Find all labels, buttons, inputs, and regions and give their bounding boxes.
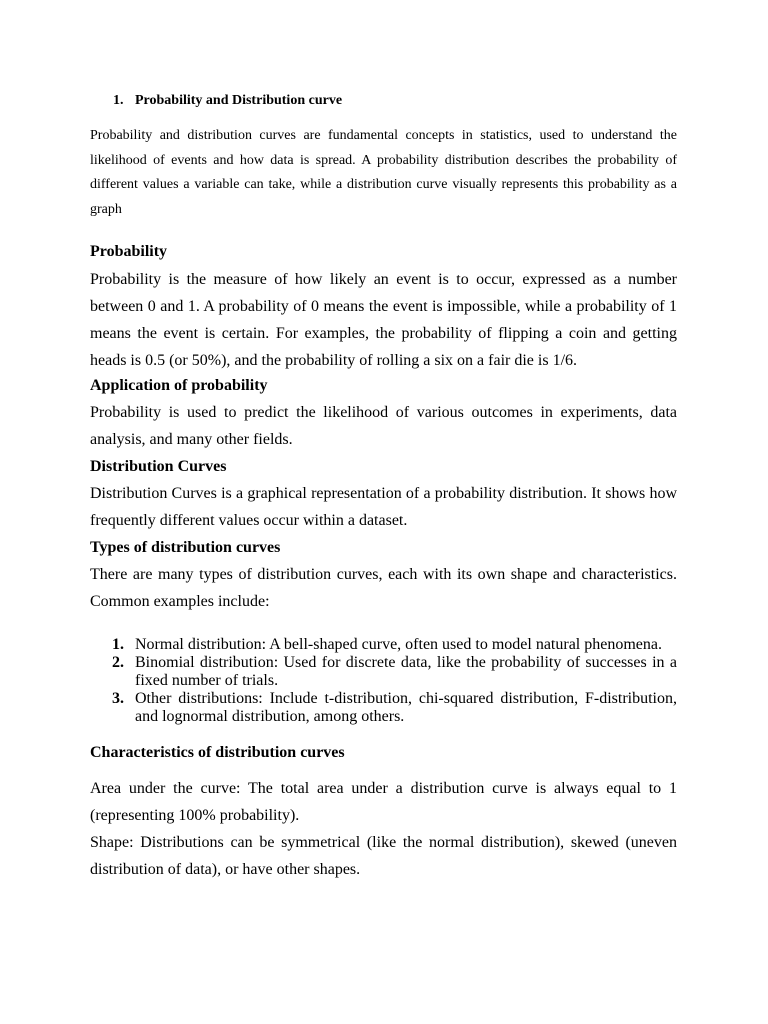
application-paragraph: Probability is used to predict the likelihood of various outcomes in experiments, data analysis, and many other fields. [90, 404, 677, 448]
application-heading: Application of probability [90, 377, 268, 394]
section-title-text: Probability and Distribution curve [135, 93, 343, 108]
distribution-types-list [90, 636, 677, 726]
probability-heading: Probability [90, 243, 168, 260]
distribution-curves-heading: Distribution Curves [90, 458, 227, 475]
list-item-number: 2. [112, 654, 124, 671]
shape-paragraph: Shape: Distributions can be symmetrical (like the normal distribution), skewed (uneven distribution of data), or have other shapes. [90, 834, 677, 878]
area-paragraph: Area under the curve: The total area under a distribution curve is always equal to 1 (representing 100% probability). [90, 780, 677, 824]
section-number: 1. [113, 93, 124, 108]
list-item-text: Normal distribution: A bell-shaped curve, often used to model natural phenomena. [135, 636, 662, 653]
list-item-number: 1. [112, 636, 124, 653]
distribution-curves-paragraph: Distribution Curves is a graphical representation of a probability distribution. It shows how frequently different values occur within a dataset. [90, 485, 677, 529]
characteristics-heading: Characteristics of distribution curves [90, 744, 345, 761]
probability-paragraph: Probability is the measure of how likely an event is to occur, expressed as a number between 0 and 1. A probability of 0 means the event is impossible, while a probability of 1 means the event is certain. For examples, the probability of flipping a coin and getting heads is 0.5 (or 50%), and the probability of rolling a six on a fair die is 1/6. [90, 271, 677, 369]
section-title [113, 92, 342, 110]
list-item-number: 3. [112, 690, 124, 707]
intro-paragraph: Probability and distribution curves are fundamental concepts in statistics, used to understand the likelihood of events and how data is spread. A probability distribution describes the probability of different values a variable can take, while a distribution curve visually represents this probability as a graph [90, 128, 677, 217]
list-item [90, 654, 677, 690]
types-paragraph: There are many types of distribution curves, each with its own shape and characteristics. Common examples include: [90, 566, 677, 610]
list-item [90, 636, 677, 654]
list-item-text: Other distributions: Include t-distribution, chi-squared distribution, F-distribution, and lognormal distribution, among others. [135, 690, 677, 725]
types-heading: Types of distribution curves [90, 539, 281, 556]
list-item-text: Binomial distribution: Used for discrete data, like the probability of successes in a fixed number of trials. [135, 654, 677, 689]
list-item [90, 690, 677, 726]
